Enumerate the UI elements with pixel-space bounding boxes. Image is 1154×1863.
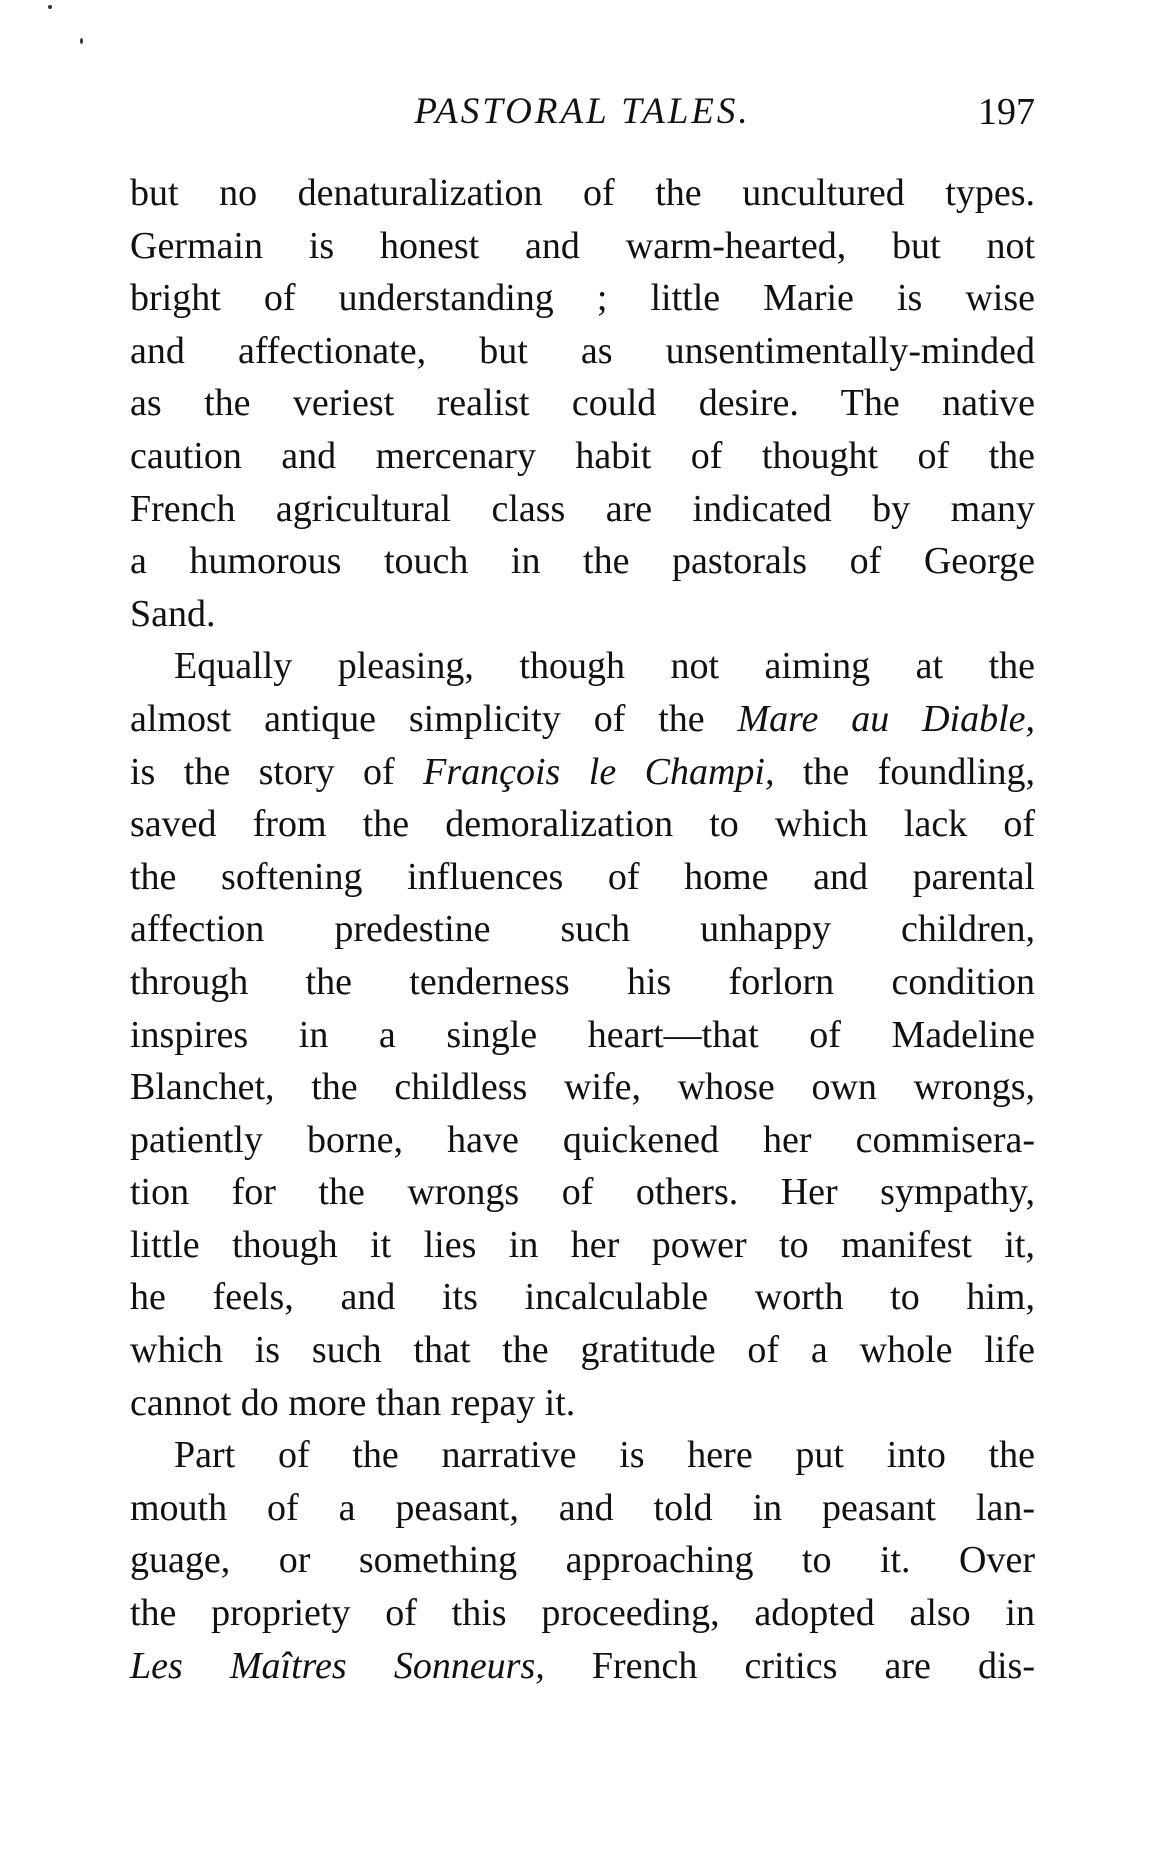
text-line: Blanchet, the childless wife, whose own wrongs, — [130, 1066, 1035, 1109]
text-run: French critics are dis- — [544, 1644, 1035, 1687]
text-line: the softening influences of home and parental — [130, 855, 1035, 898]
page-number: 197 — [978, 91, 1035, 133]
text-line: French agricultural class are indicated by many — [130, 487, 1035, 530]
text-line: a humorous touch in the pastorals of George — [130, 540, 1035, 583]
book-title: Les Maîtres Sonneurs, — [130, 1644, 545, 1687]
text-line — [130, 746, 1035, 799]
running-title: PASTORAL TALES. — [414, 91, 751, 132]
text-run: almost antique simplicity of the — [130, 697, 738, 740]
text-line — [130, 693, 1035, 746]
text-run: is the story of — [130, 750, 424, 793]
text-line: affection predestine such unhappy children, — [130, 908, 1035, 951]
text-line: Equally pleasing, though not aiming at the — [174, 645, 1035, 688]
text-line: inspires in a single heart—that of Madeline — [130, 1013, 1035, 1056]
text-line: he feels, and its incalculable worth to him, — [130, 1276, 1035, 1319]
text-line: through the tenderness his forlorn condition — [130, 960, 1035, 1003]
text-line: bright of understanding ; little Marie is wise — [130, 277, 1035, 320]
text-line: mouth of a peasant, and told in peasant lan- — [130, 1486, 1035, 1529]
text-line: as the veriest realist could desire. The native — [130, 382, 1035, 425]
text-line: but no denaturalization of the uncultured types. — [130, 172, 1035, 214]
text-line: Germain is honest and warm-hearted, but not — [130, 224, 1035, 267]
body-text — [130, 167, 1035, 1692]
text-line: the propriety of this proceeding, adopted also in — [130, 1592, 1035, 1635]
text-line: and affectionate, but as unsentimentally-minded — [130, 329, 1035, 372]
book-title: François le Champi, — [423, 750, 775, 793]
text-line: Part of the narrative is here put into the — [174, 1434, 1035, 1477]
book-title: Mare au Diable, — [737, 697, 1035, 740]
text-line: tion for the wrongs of others. Her sympathy, — [130, 1171, 1035, 1214]
ink-speck — [48, 5, 52, 9]
text-line: saved from the demoralization to which lack of — [130, 803, 1035, 846]
text-line: Sand. — [130, 592, 216, 635]
text-line: patiently borne, have quickened her commisera- — [130, 1118, 1035, 1161]
text-line: guage, or something approaching to it. Over — [130, 1539, 1035, 1582]
text-run: the foundling, — [774, 750, 1035, 793]
text-line — [130, 1640, 1035, 1693]
ink-speck — [80, 38, 83, 44]
text-line: cannot do more than repay it. — [130, 1381, 576, 1424]
running-head — [130, 90, 1035, 140]
text-line: little though it lies in her power to manifest it, — [130, 1223, 1035, 1266]
text-line: which is such that the gratitude of a whole life — [130, 1329, 1035, 1372]
text-line: caution and mercenary habit of thought of the — [130, 434, 1035, 477]
